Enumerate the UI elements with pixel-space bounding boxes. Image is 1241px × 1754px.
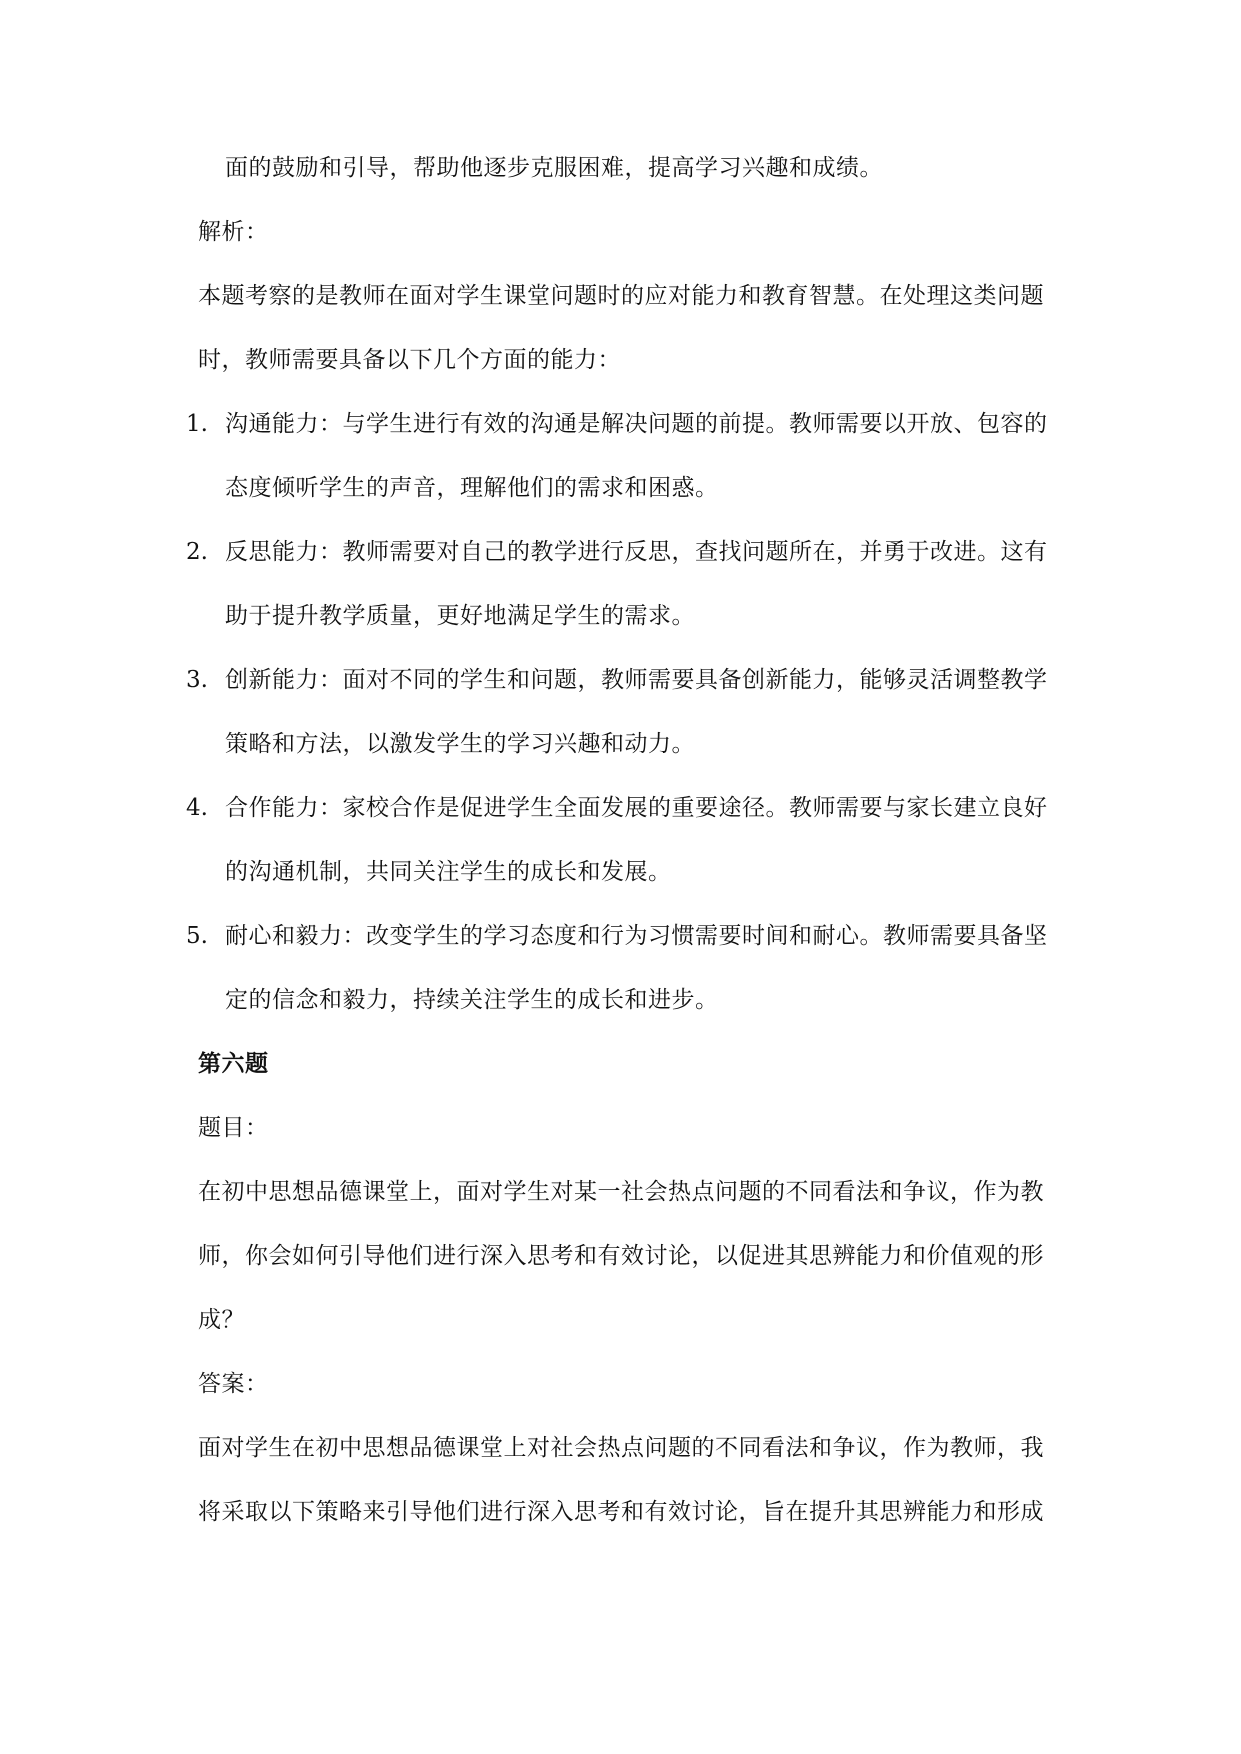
analysis-intro-line: 时，教师需要具备以下几个方面的能力： bbox=[198, 347, 621, 373]
list-item-text: 创新能力：面对不同的学生和问题，教师需要具备创新能力，能够灵活调整教学 bbox=[225, 667, 1048, 693]
list-item-text: 反思能力：教师需要对自己的教学进行反思，查找问题所在，并勇于改进。这有 bbox=[225, 539, 1048, 565]
list-item-text: 沟通能力：与学生进行有效的沟通是解决问题的前提。教师需要以开放、包容的 bbox=[225, 411, 1048, 437]
list-item-text: 态度倾听学生的声音，理解他们的需求和困惑。 bbox=[225, 475, 719, 501]
list-item-text: 合作能力：家校合作是促进学生全面发展的重要途径。教师需要与家长建立良好 bbox=[225, 795, 1048, 821]
question-label: 题目： bbox=[198, 1115, 269, 1141]
list-item-number: 3. bbox=[186, 667, 208, 693]
list-item-text: 耐心和毅力：改变学生的学习态度和行为习惯需要时间和耐心。教师需要具备坚 bbox=[225, 923, 1048, 949]
question-text-line: 在初中思想品德课堂上，面对学生对某一社会热点问题的不同看法和争议，作为教 bbox=[198, 1179, 1044, 1205]
question-text-line: 成？ bbox=[198, 1307, 245, 1333]
list-item-number: 2. bbox=[186, 539, 208, 565]
list-item-text: 助于提升教学质量，更好地满足学生的需求。 bbox=[225, 603, 695, 629]
analysis-label: 解析： bbox=[198, 219, 269, 245]
continuation-text: 面的鼓励和引导，帮助他逐步克服困难，提高学习兴趣和成绩。 bbox=[225, 155, 883, 181]
answer-label: 答案： bbox=[198, 1371, 269, 1397]
answer-text-line: 将采取以下策略来引导他们进行深入思考和有效讨论，旨在提升其思辨能力和形成 bbox=[198, 1499, 1044, 1525]
list-item-number: 4. bbox=[186, 795, 208, 821]
answer-text-line: 面对学生在初中思想品德课堂上对社会热点问题的不同看法和争议，作为教师，我 bbox=[198, 1435, 1044, 1461]
section-heading: 第六题 bbox=[198, 1050, 269, 1077]
list-item-number: 5. bbox=[186, 923, 208, 949]
analysis-intro-line: 本题考察的是教师在面对学生课堂问题时的应对能力和教育智慧。在处理这类问题 bbox=[198, 283, 1044, 309]
list-item-text: 的沟通机制，共同关注学生的成长和发展。 bbox=[225, 859, 672, 885]
list-item-text: 策略和方法，以激发学生的学习兴趣和动力。 bbox=[225, 731, 695, 757]
list-item-number: 1. bbox=[186, 411, 208, 437]
list-item-text: 定的信念和毅力，持续关注学生的成长和进步。 bbox=[225, 987, 719, 1013]
question-text-line: 师，你会如何引导他们进行深入思考和有效讨论，以促进其思辨能力和价值观的形 bbox=[198, 1243, 1044, 1269]
